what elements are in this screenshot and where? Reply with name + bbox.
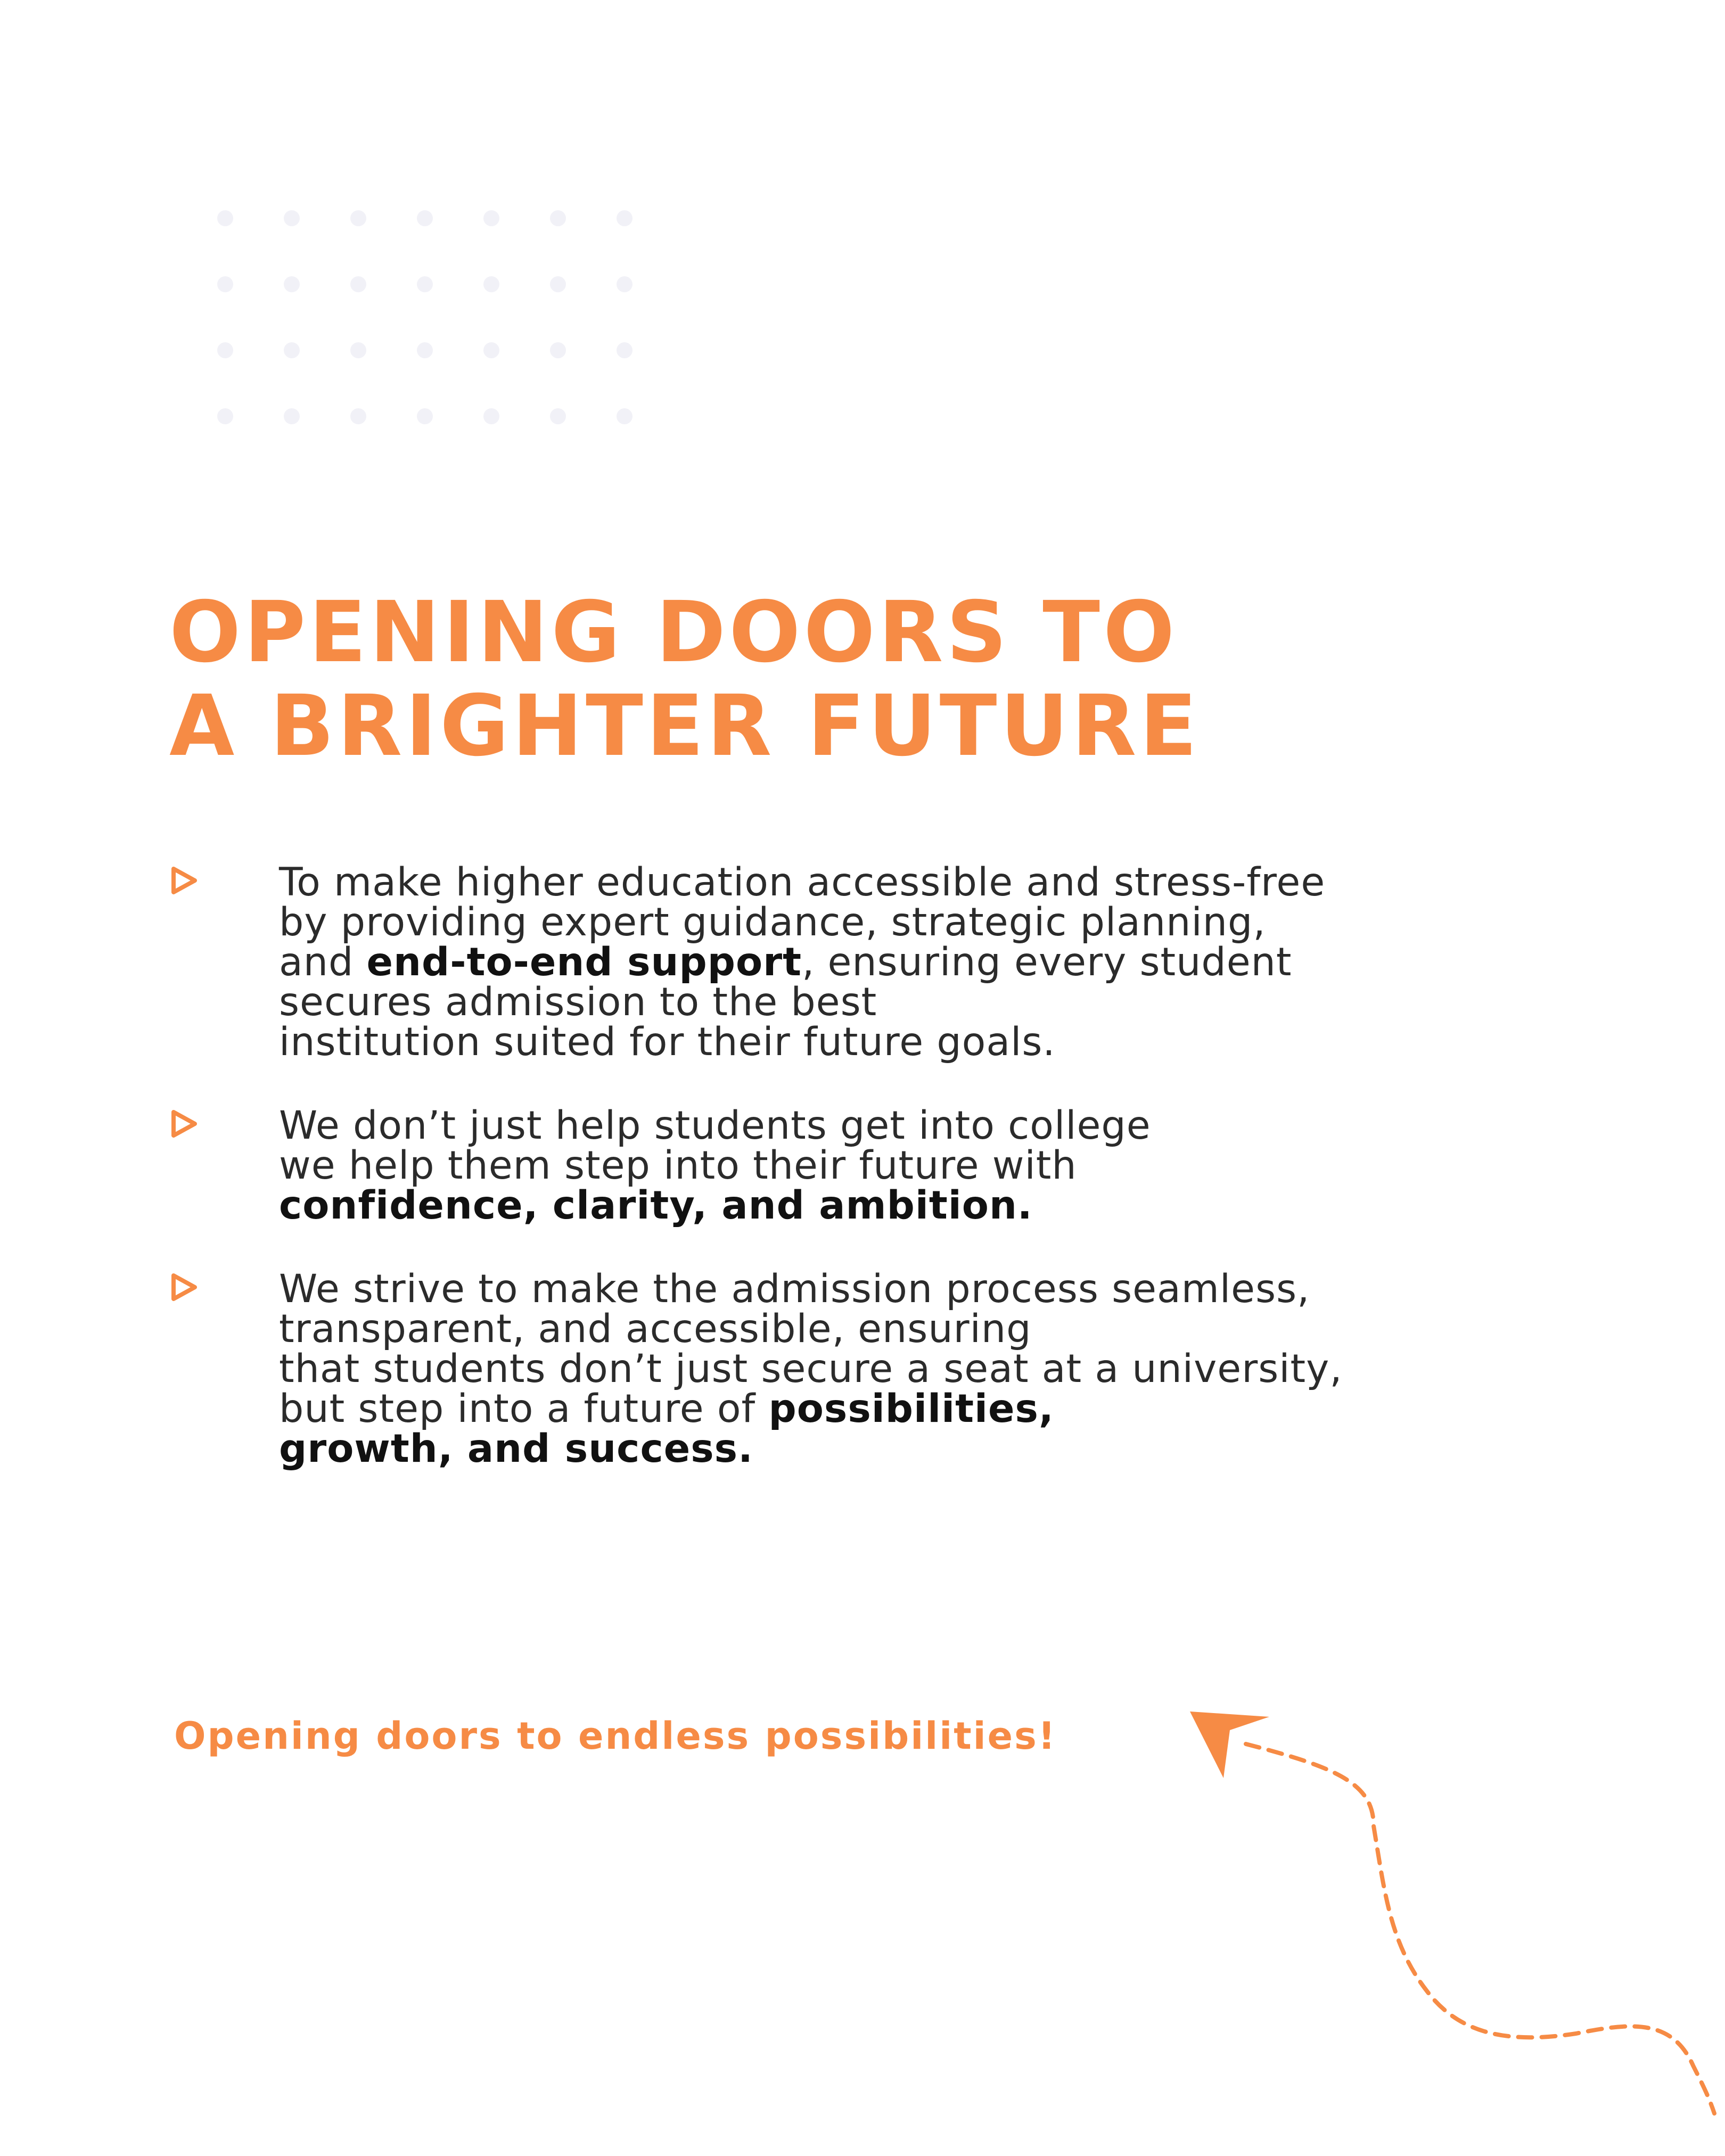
- decorative-dot: [550, 342, 566, 358]
- bullet-item: [169, 1266, 1394, 1471]
- bullet-text: we help them step into their future with: [279, 1143, 1077, 1188]
- bullet-text: transparent, and accessible, ensuring: [279, 1306, 1032, 1352]
- decorative-dot-grid: [217, 210, 643, 423]
- bullet-text-emphasis: growth, and success.: [279, 1426, 753, 1471]
- decorative-dot: [550, 276, 566, 292]
- play-triangle-outline-icon: [169, 1272, 199, 1302]
- bullet-list: [169, 862, 1394, 1512]
- bullet-text-line: [279, 1019, 1394, 1065]
- bullet-text: , ensuring every student: [802, 940, 1292, 985]
- decorative-dot: [417, 210, 433, 226]
- bullet-text: by providing expert guidance, strategic planning,: [279, 900, 1266, 945]
- dashed-curved-arrow-icon: [1161, 1693, 1725, 2156]
- page-headline: [169, 583, 1554, 775]
- play-triangle-outline-icon: [169, 866, 199, 895]
- decorative-dot: [217, 342, 233, 358]
- decorative-dot: [617, 210, 632, 226]
- dashed-arrow-path: [1246, 1744, 1714, 2113]
- arrow-head: [1190, 1711, 1269, 1778]
- decorative-dot: [350, 408, 366, 424]
- decorative-dot: [617, 408, 632, 424]
- bullet-text-line: [279, 1426, 1394, 1471]
- bullet-text: institution suited for their future goals.: [279, 1019, 1056, 1065]
- decorative-dot: [617, 276, 632, 292]
- bullet-text-line: [279, 1103, 1394, 1148]
- decorative-dot: [350, 276, 366, 292]
- bullet-text: but step into a future of: [279, 1386, 769, 1431]
- decorative-dot: [550, 408, 566, 424]
- decorative-dot: [483, 408, 499, 424]
- bullet-text: that students don’t just secure a seat at a university,: [279, 1346, 1343, 1392]
- play-triangle-outline-icon: [169, 1109, 199, 1139]
- bullet-text: secures admission to the best: [279, 980, 877, 1025]
- bullet-text: We don’t just help students get into college: [279, 1103, 1151, 1148]
- decorative-dot: [350, 210, 366, 226]
- bullet-text-line: [279, 980, 1394, 1025]
- decorative-dot: [217, 276, 233, 292]
- bullet-text: To make higher education accessible and stress-free: [279, 860, 1326, 905]
- decorative-dot: [217, 408, 233, 424]
- bullet-text-line: [279, 1266, 1394, 1312]
- decorative-dot: [617, 342, 632, 358]
- bullet-text-emphasis: end-to-end support: [366, 940, 802, 985]
- decorative-dot: [417, 342, 433, 358]
- bullet-text: and: [279, 940, 367, 985]
- bullet-text-line: [279, 1386, 1394, 1431]
- decorative-dot: [217, 210, 233, 226]
- bullet-item: [169, 1103, 1394, 1228]
- decorative-dot: [284, 408, 300, 424]
- decorative-dot: [483, 276, 499, 292]
- bullet-text-line: [279, 1306, 1394, 1352]
- decorative-dot: [483, 210, 499, 226]
- headline-line-1: OPENING DOORS TO: [169, 583, 1178, 681]
- bullet-text-line: [279, 1346, 1394, 1392]
- headline-line-2: A BRIGHTER FUTURE: [169, 677, 1201, 775]
- decorative-dot: [483, 342, 499, 358]
- decorative-dot: [417, 408, 433, 424]
- bullet-text-line: [279, 900, 1394, 945]
- bullet-item: [169, 860, 1394, 1065]
- bullet-text-emphasis: confidence, clarity, and ambition.: [279, 1183, 1033, 1228]
- decorative-dot: [417, 276, 433, 292]
- bullet-text-emphasis: possibilities,: [768, 1386, 1054, 1431]
- bullet-text-line: [279, 860, 1394, 905]
- decorative-dot: [350, 342, 366, 358]
- decorative-dot: [284, 276, 300, 292]
- decorative-dot: [284, 210, 300, 226]
- bullet-text-line: [279, 940, 1394, 985]
- decorative-dot: [284, 342, 300, 358]
- bullet-text-line: [279, 1183, 1394, 1228]
- tagline: Opening doors to endless possibilities!: [174, 1714, 1057, 1758]
- decorative-dot: [550, 210, 566, 226]
- bullet-text: We strive to make the admission process seamless,: [279, 1266, 1310, 1312]
- bullet-text-line: [279, 1143, 1394, 1188]
